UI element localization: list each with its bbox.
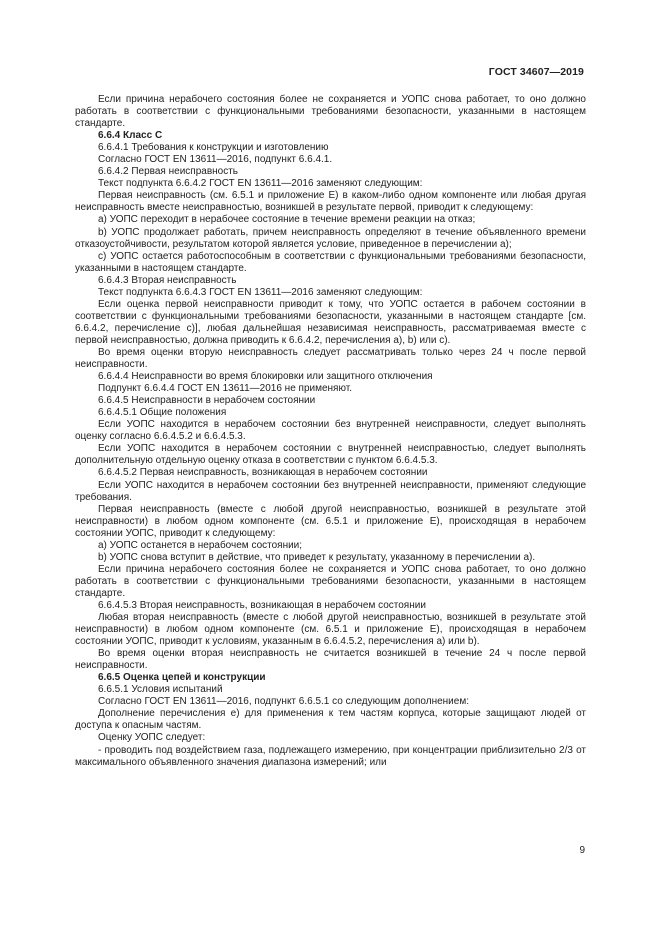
paragraph: Первая неисправность (вместе с любой другой неисправностью, возникшей в результате этой неисправности) в любом одном компоненте (см. 6.5.1 и приложение Е), происходящая в нерабочем состоянии УОПС, приводит к следующему: (75, 503, 586, 539)
document-code-header: ГОСТ 34607—2019 (488, 66, 584, 78)
document-body (75, 94, 586, 769)
paragraph: Согласно ГОСТ EN 13611—2016, подпункт 6.6.4.1. (98, 154, 333, 166)
subsection-heading: 6.6.4.4 Неисправности во время блокировки или защитного отключения (98, 371, 433, 383)
subsection-heading: 6.6.4.5.1 Общие положения (98, 407, 227, 419)
list-item: b) УОПС снова вступит в действие, что приведет к результату, указанному в перечислении а). (98, 551, 536, 563)
subsection-heading: 6.6.4.5.3 Вторая неисправность, возникающая в нерабочем состоянии (98, 599, 426, 611)
list-item: b) УОПС продолжает работать, причем неисправность определяют в течение объявленного времени отказоустойчивости, результатом которой является условие, приведенное в перечислении а); (75, 226, 586, 250)
paragraph: Оценку УОПС следует: (98, 732, 206, 744)
subsection-heading: 6.6.5.1 Условия испытаний (98, 684, 223, 696)
paragraph: Если УОПС находится в нерабочем состоянии с внутренней неисправностью, следует выполнять дополнительную отдельную оценку отказа в соответствии с пунктом 6.6.4.5.3. (75, 443, 586, 467)
list-item: a) УОПС переходит в нерабочее состояние в течение времени реакции на отказ; (98, 214, 476, 226)
paragraph: Во время оценки вторую неисправность следует рассматривать только через 24 ч после первой неисправности. (75, 346, 586, 371)
paragraph: Если оценка первой неисправности приводит к тому, что УОПС остается в рабочем состоянии в соответствии с функциональными требованиями безопасности, указанными в настоящем стандарте [см. 6.6.4.2, перечисление с)], любая дальнейшая независимая неисправность, рассматриваемая вместе с первой неисправностью, должна приводить к 6.6.4.2, перечисления а), b) или с). (75, 298, 586, 346)
section-heading: 6.6.4 Класс С (98, 130, 163, 142)
subsection-heading: 6.6.4.5.2 Первая неисправность, возникающая в нерабочем состоянии (98, 467, 428, 479)
paragraph: Первая неисправность (см. 6.5.1 и приложение Е) в каком-либо одном компоненте или любая другая неисправность вместе неисправностью, возникшей в результате первой, приводит к следующему: (75, 190, 586, 214)
paragraph: Любая вторая неисправность (вместе с любой другой неисправностью, возникшей в результате этой неисправности) в любом одном компоненте (см. 6.5.1 и приложение Е), происходящая в нерабочем состоянии УОПС, приводит к условиям, указанным в 6.6.4.5.2, перечисления а) или b). (75, 612, 586, 648)
paragraph: Во время оценки вторая неисправность не считается возникшей в течение 24 ч после первой неисправности. (75, 648, 586, 672)
paragraph: Дополнение перечисления е) для применения к тем частям корпуса, которые защищают людей от доступа к опасным частям. (75, 708, 586, 732)
list-item: c) УОПС остается работоспособным в соответствии с функциональными требованиями безопасности, указанными в настоящем стандарте. (75, 250, 586, 274)
subsection-heading: 6.6.4.3 Вторая неисправность (98, 274, 237, 286)
paragraph: Согласно ГОСТ EN 13611—2016, подпункт 6.6.5.1 со следующим дополнением: (98, 696, 469, 708)
paragraph: Если причина нерабочего состояния более не сохраняется и УОПС снова работает, то оно должно работать в соответствии с функциональными требованиями безопасности, указанными в настоящем стандарте. (75, 563, 586, 599)
subsection-heading: 6.6.4.1 Требования к конструкции и изготовлению (98, 142, 329, 154)
paragraph: Если УОПС находится в нерабочем состоянии без внутренней неисправности, применяют следующие требования. (75, 479, 586, 503)
paragraph: Подпункт 6.6.4.4 ГОСТ EN 13611—2016 не применяют. (98, 383, 353, 395)
subsection-heading: 6.6.4.2 Первая неисправность (98, 166, 239, 178)
paragraph: Текст подпункта 6.6.4.3 ГОСТ EN 13611—2016 заменяют следующим: (98, 286, 423, 298)
list-item: a) УОПС останется в нерабочем состоянии; (98, 539, 303, 551)
paragraph: Текст подпункта 6.6.4.2 ГОСТ EN 13611—2016 заменяют следующим: (98, 178, 423, 190)
paragraph: Если УОПС находится в нерабочем состоянии без внутренней неисправности, следует выполнять оценку согласно 6.6.4.5.2 и 6.6.4.5.3. (75, 419, 586, 443)
page-number: 9 (579, 845, 585, 856)
paragraph: Если причина нерабочего состояния более не сохраняется и УОПС снова работает, то оно должно работать в соответствии с функциональными требованиями безопасности, указанными в настоящем стандарте. (75, 94, 586, 130)
section-heading: 6.6.5 Оценка цепей и конструкции (98, 672, 266, 684)
list-item: - проводить под воздействием газа, подлежащего измерению, при концентрации приблизительно 2/3 от максимального объявленного значения диапазона измерений; или (75, 744, 586, 768)
subsection-heading: 6.6.4.5 Неисправности в нерабочем состоянии (98, 395, 316, 407)
